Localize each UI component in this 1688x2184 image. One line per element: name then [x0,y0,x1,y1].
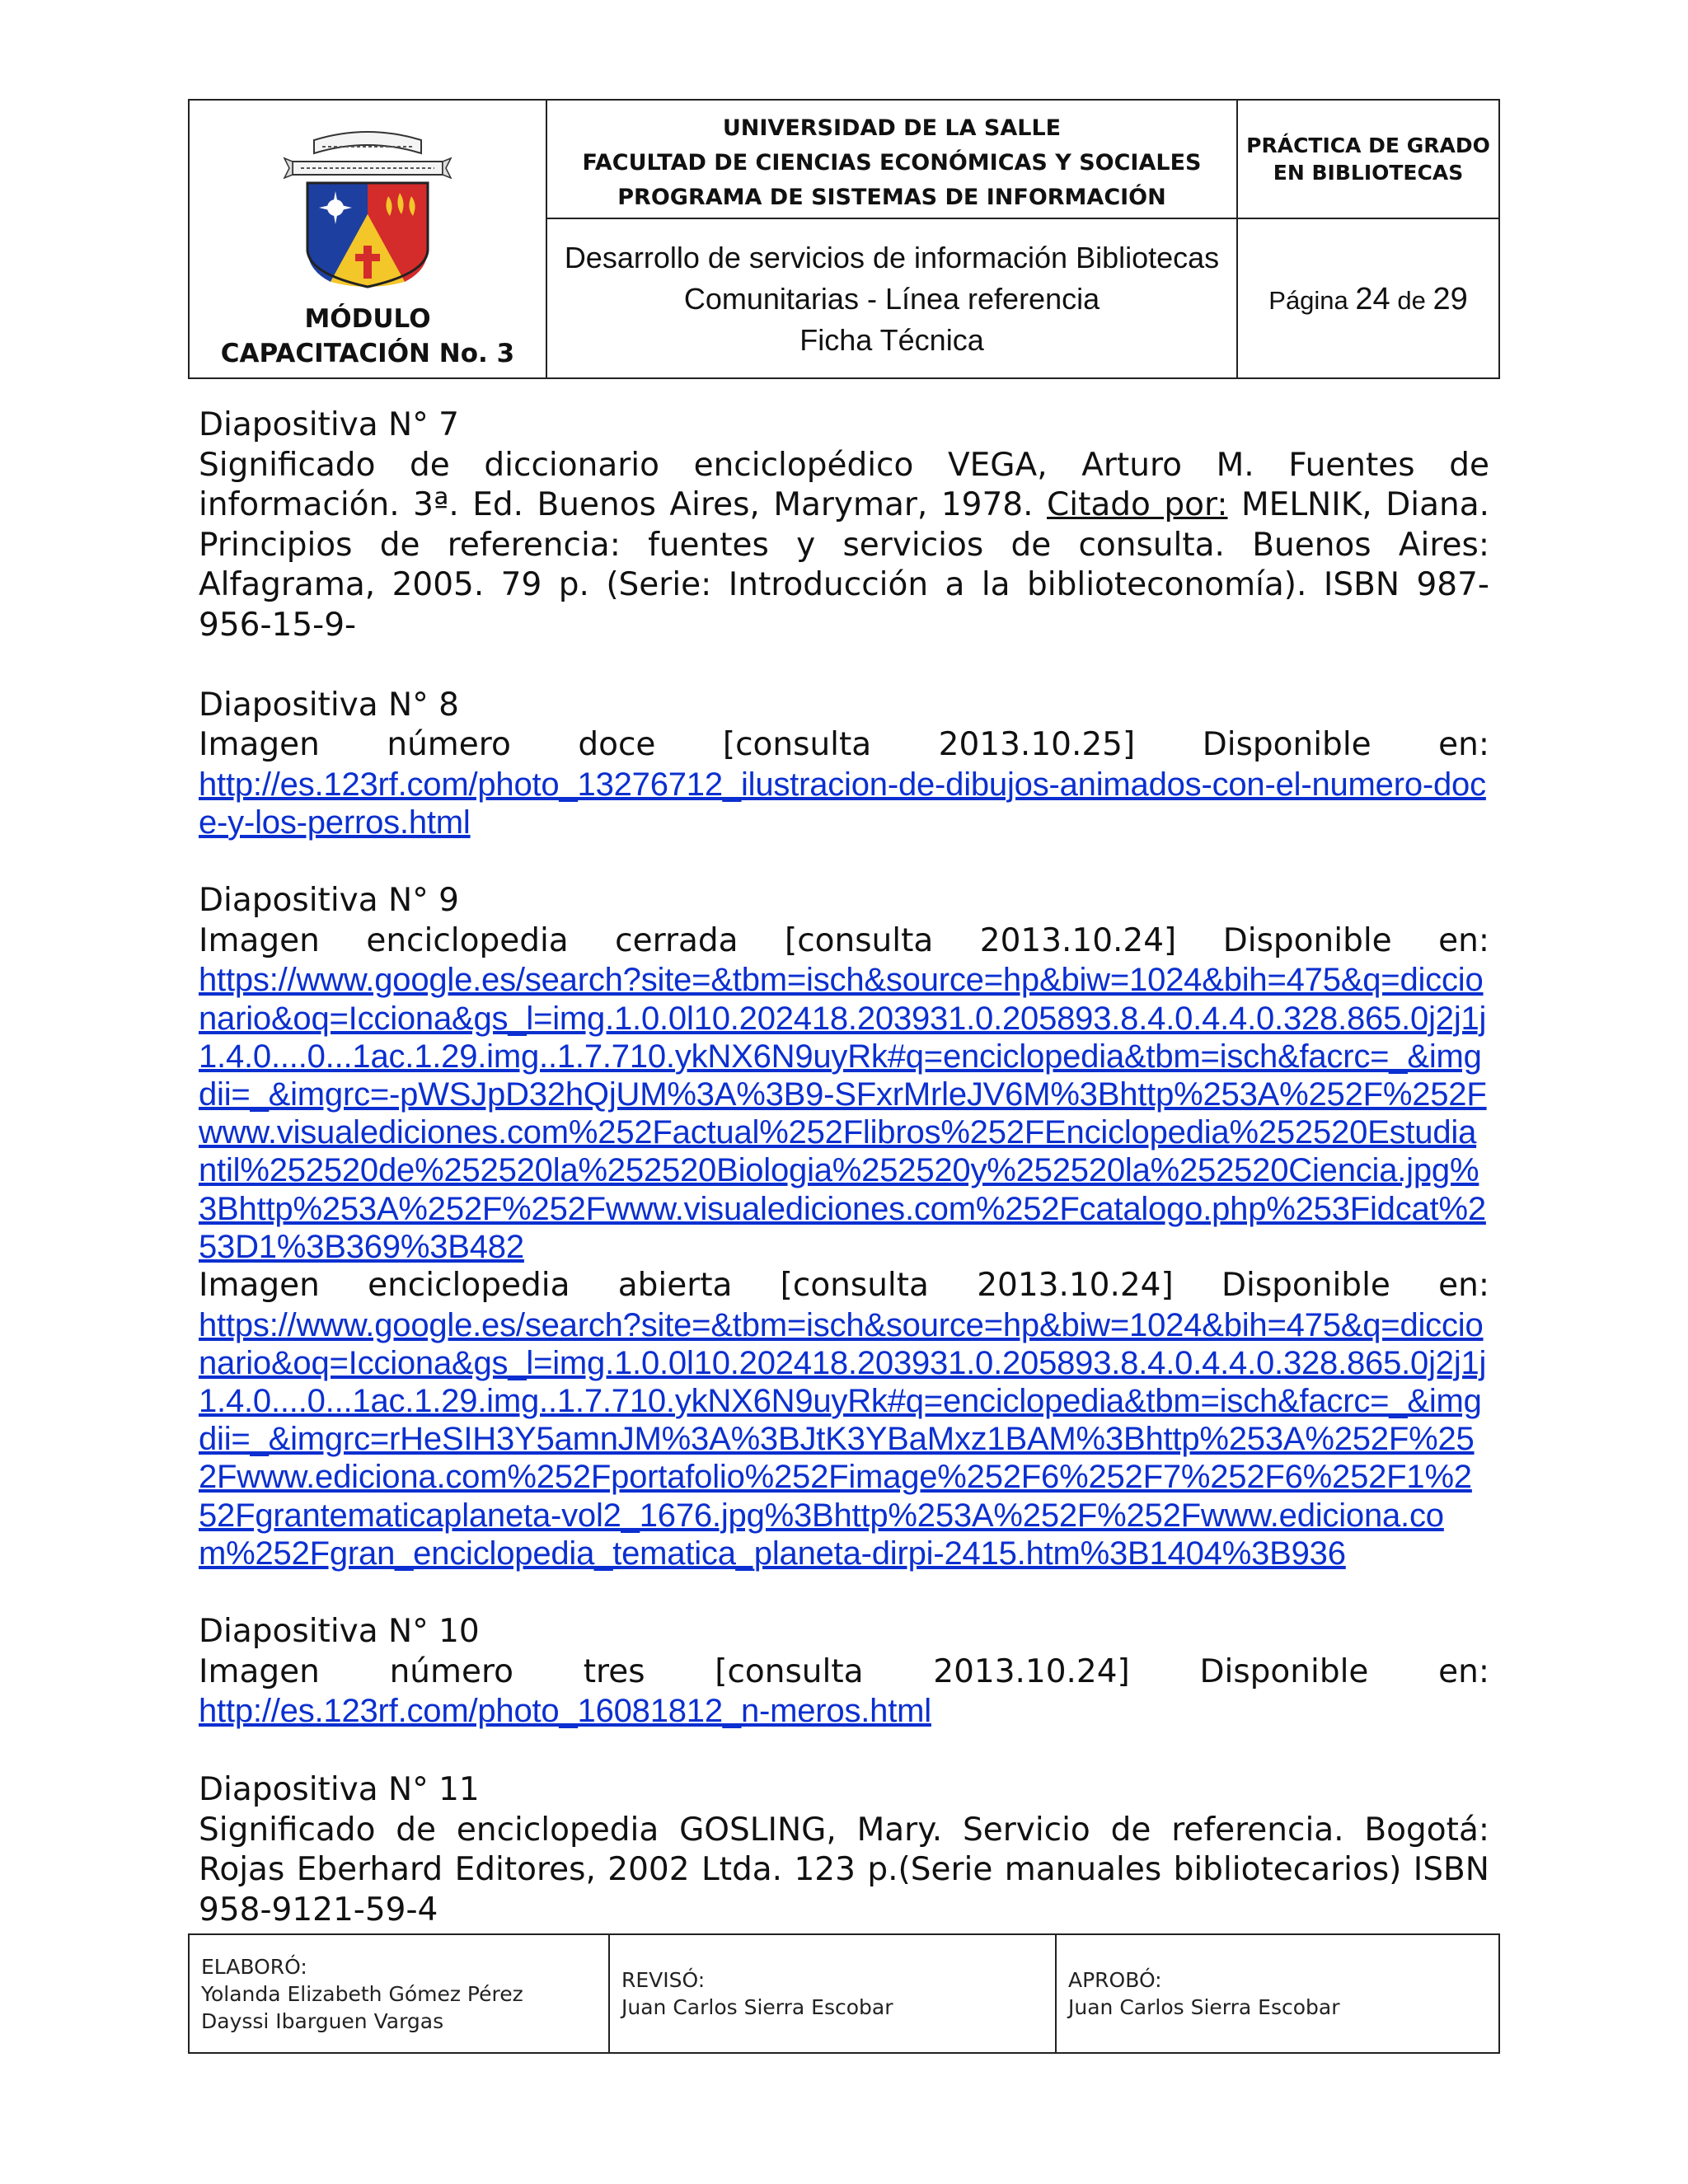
elaborated-by-cell [190,1935,608,2052]
faculty-name: FACULTAD DE CIENCIAS ECONÓMICAS Y SOCIALES [582,150,1202,176]
page-number-cell [1238,221,1498,377]
module-line: CAPACITACIÓN No. 3 [220,339,515,368]
slide-7-title: Diapositiva N° 7 [199,406,459,443]
cited-by-label: Citado por: [1047,486,1228,523]
page-indicator [1268,282,1467,317]
module-line: MÓDULO [304,304,431,334]
footer-table [188,1933,1500,2054]
practice-cell [1238,101,1498,218]
slide-11-reference: Significado de enciclopedia GOSLING, Mary. Servicio de referencia. Bogotá: Rojas Eberhard Editores, 2002 Ltda. 123 p.(Serie manuales bibliotecarios) ISBN 958-9121-59-4 [199,1811,1489,1929]
description-line: Comunitarias - Línea referencia [683,282,1100,316]
reviewed-by-cell [610,1935,1055,2052]
slide-9-link-closed[interactable]: https://www.google.es/search?site=&tbm=isch&source=hp&biw=1024&bih=475&q=diccionario&oq=Icciona&gs_l=img.1.0.0l10.202418.203931.0.205893.8.4.0.4.4.0.328.865.0j2j1j1.4.0....0...1ac.1.29.img..1.7.710.ykNX6N9uyRk#q=enciclopedia&tbm=isch&facrc=_&imgdii=_&imgrc=-pWSJpD32hQjUM%3A%3B9-SFxrMrleJV6M%3Bhttp%253A%252F%252Fwww.visualediciones.com%252Factual%252Flibros%252FEnciclopedia%252520Estudiantil%252520de%252520la%252520Biologia%252520y%252520la%252520Ciencia.jpg%3Bhttp%253A%252F%252Fwww.visualediciones.com%252Fcatalogo.php%253Fidcat%253D1%3B369%3B482 [199,962,1487,1265]
document-description-cell [547,221,1236,377]
approved-by-cell [1057,1935,1498,2052]
header-divider [547,218,1498,219]
approver-name: Juan Carlos Sierra Escobar [1068,1995,1340,2019]
university-name: UNIVERSIDAD DE LA SALLE [722,115,1062,141]
slide-10-reference: Imagen número tres [consulta 2013.10.24] Disponible en: [199,1652,1489,1690]
description-line: Desarrollo de servicios de información Bibliotecas [564,241,1220,274]
university-shield-logo [281,125,454,290]
practice-title: PRÁCTICA DE GRADO [1246,134,1490,157]
slide-9-link-open[interactable]: https://www.google.es/search?site=&tbm=isch&source=hp&biw=1024&bih=475&q=diccionario&oq=Icciona&gs_l=img.1.0.0l10.202418.203931.0.205893.8.4.0.4.4.0.328.865.0j2j1j1.4.0....0...1ac.1.29.img..1.7.710.ykNX6N9uyRk#q=enciclopedia&tbm=isch&facrc=_&imgdii=_&imgrc=rHeSIH3Y5amnJM%3A%3BJtK3YBaMxz1BAM%3Bhttp%253A%252F%252Fwww.ediciona.com%252Fportafolio%252Fimage%252F6%252F7%252F6%252F1%252Fgrantematicaplaneta-vol2_1676.jpg%3Bhttp%253A%252F%252Fwww.ediciona.com%252Fgran_enciclopedia_tematica_planeta-dirpi-2415.htm%3B1404%3B936 [199,1306,1487,1572]
reference-text: MELNIK, Diana. Principios de referencia: fuentes y servicios de consulta. Buenos Aires: Alfagrama, 2005. 79 p. (Serie: Introducción a la biblioteconomía). ISBN 987-956-15-9- [199,486,1489,644]
program-name: PROGRAMA DE SISTEMAS DE INFORMACIÓN [617,185,1166,210]
author-name: Yolanda Elizabeth Gómez Pérez [201,1981,523,2006]
page-total: 29 [1432,281,1468,316]
slide-8-title: Diapositiva N° 8 [199,686,459,724]
document-body [199,405,1489,1930]
slide-9-reference-closed: Imagen enciclopedia cerrada [consulta 2013.10.24] Disponible en: [199,921,1489,959]
page-of: de [1397,285,1426,315]
slide-10-link[interactable]: http://es.123rf.com/photo_16081812_n-meros.html [199,1693,931,1730]
header-table [188,99,1500,379]
institution-cell [547,101,1236,218]
reference-text: Significado de diccionario enciclopédico VEGA, Arturo M. Fuentes de información. 3ª. Ed. Buenos Aires, Marymar, 1978. [199,446,1489,523]
slide-9-title: Diapositiva N° 9 [199,882,459,920]
elaborated-by-label: ELABORÓ: [201,1954,307,1979]
page-word: Página [1268,285,1348,315]
slide-7-reference [199,446,1489,646]
slide-9-reference-open: Imagen enciclopedia abierta [consulta 2013.10.24] Disponible en: [199,1267,1489,1305]
slide-8-link[interactable]: http://es.123rf.com/photo_13276712_ilustracion-de-dibujos-animados-con-el-numero-doce-y-los-perros.html [199,766,1486,841]
description-line: Ficha Técnica [799,323,984,357]
slide-8-reference: Imagen número doce [consulta 2013.10.25] Disponible en: [199,726,1489,763]
slide-11-title: Diapositiva N° 11 [199,1771,480,1809]
logo-cell [190,101,546,377]
practice-title: EN BIBLIOTECAS [1273,161,1464,185]
module-label [221,302,514,371]
slide-10-title: Diapositiva N° 10 [199,1613,480,1651]
author-name: Dayssi Ibarguen Vargas [201,2008,444,2033]
reviewed-by-label: REVISÓ: [621,1968,706,1992]
reviewer-name: Juan Carlos Sierra Escobar [621,1995,893,2019]
approved-by-label: APROBÓ: [1068,1968,1162,1992]
page-current: 24 [1355,281,1390,316]
